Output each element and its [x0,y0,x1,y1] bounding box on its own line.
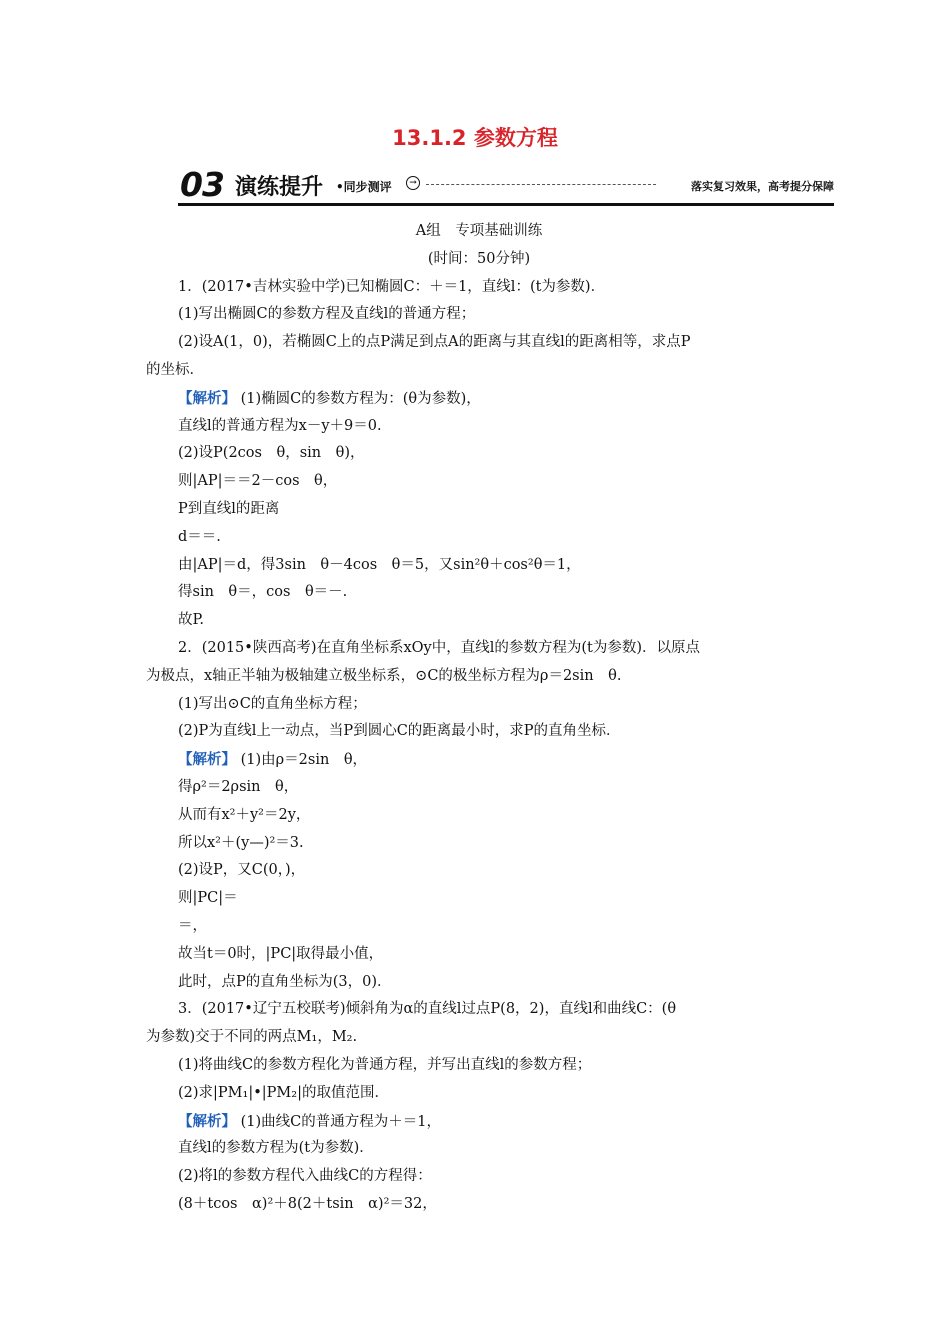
document-body [146,218,812,1219]
line-text: 1．(2017•吉林实验中学)已知椭圆C：＋＝1，直线l：(t为参数)． [178,278,606,295]
line-text: 则|PC|＝ [178,890,238,907]
line-text: 得ρ²＝2ρsin θ， [178,778,299,795]
line-text: 为参数)交于不同的两点M₁，M₂. [146,1029,358,1046]
line-text: 的坐标． [146,361,204,378]
text-line [146,607,812,635]
line-text: (1)写出椭圆C的参数方程及直线l的普通方程； [178,306,476,323]
text-line [146,1163,812,1191]
text-line [146,274,812,302]
text-line [146,301,812,329]
text-line [146,552,812,580]
line-text: 故当t＝0时，|PC|取得最小值， [178,945,384,962]
text-line [146,524,812,552]
line-text: (1)写出⊙C的直角坐标方程； [178,695,367,712]
text-line [146,1135,812,1163]
text-line [146,691,812,719]
text-line [146,1191,812,1219]
text-line [146,579,812,607]
text-line [146,496,812,524]
text-line [146,802,812,830]
line-text: 则|AP|＝＝2－cos θ， [178,473,338,490]
text-line [146,885,812,913]
text-line [146,663,812,691]
line-text: ＝， [178,917,207,934]
line-text: 3．(2017•辽宁五校联考)倾斜角为α的直线l过点P(8，2)，直线l和曲线C：(θ [178,1001,677,1018]
line-text: 从而有x²＋y²＝2y， [178,806,311,823]
line-text: (8＋tcos α)²＋8(2＋tsin α)²＝32， [178,1195,437,1212]
section-banner [178,165,834,206]
text-line [146,246,812,274]
text-line [146,635,812,663]
line-text: (2)设A(1，0)，若椭圆C上的点P满足到点A的距离与其直线l的距离相等，求点P [178,334,691,351]
line-text: 直线l的参数方程为(t为参数)． [178,1140,374,1157]
line-text: 故P. [178,612,204,629]
line-text: (时间：50分钟) [427,250,531,267]
line-text: (1)椭圆C的参数方程为：(θ为参数)， [236,390,481,407]
line-text: 此时，点P的直角坐标为(3，0)． [178,973,392,990]
line-text: P到直线l的距离 [178,500,280,517]
line-text: 直线l的普通方程为x－y＋9＝0. [178,417,382,434]
text-line [146,357,812,385]
line-text: 为极点，x轴正半轴为极轴建立极坐标系，⊙C的极坐标方程为ρ＝2sin θ. [146,667,622,684]
line-text: (1)将曲线C的参数方程化为普通方程，并写出直线l的参数方程； [178,1056,592,1073]
solution-line [146,385,812,413]
line-text: 2．(2015•陕西高考)在直角坐标系xOy中，直线l的参数方程为(t为参数)．以原点 [178,639,701,656]
solution-tag: 【解析】 [178,1112,236,1130]
line-text: 所以x²＋(y—)²＝3. [178,834,304,851]
text-line [146,857,812,885]
line-text: 得sin θ＝，cos θ＝－. [178,584,348,601]
solution-line [146,746,812,774]
line-text: (2)求|PM₁|•|PM₂|的取值范围． [178,1084,389,1101]
banner-main-label: 演练提升 [235,175,324,200]
text-line [146,440,812,468]
text-line [146,413,812,441]
solution-line [146,1108,812,1136]
text-line [146,830,812,858]
line-text: (2)设P(2cos θ，sin θ)， [178,445,365,462]
text-line [146,969,812,997]
text-line [146,468,812,496]
banner-slogan: 落实复习效果，高考提分保障 [691,180,834,193]
banner-rule [178,203,834,206]
line-text: (2)P为直线l上一动点，当P到圆心C的距离最小时，求P的直角坐标． [178,723,621,740]
banner-dashed-line [426,184,656,185]
text-line [146,718,812,746]
arrow-right-icon: → [406,176,420,190]
text-line [146,329,812,357]
banner-sub-label: •同步测评 [336,180,392,194]
line-text: d＝＝. [178,528,221,545]
text-line [146,1080,812,1108]
text-line [146,774,812,802]
text-line [146,996,812,1024]
banner-number: 03 [180,165,224,204]
line-text: (1)曲线C的普通方程为＋＝1， [236,1113,441,1130]
solution-tag: 【解析】 [178,389,236,407]
text-line [146,941,812,969]
line-text: (1)由ρ＝2sin θ， [236,752,368,769]
line-text: A组 专项基础训练 [415,223,543,239]
page-title: 13.1.2 参数方程 [392,126,558,150]
text-line [146,218,812,246]
text-line [146,1052,812,1080]
solution-tag: 【解析】 [178,751,236,769]
line-text: 由|AP|＝d，得3sin θ－4cos θ＝5，又sin²θ＋cos²θ＝1， [178,556,581,573]
text-line [146,1024,812,1052]
line-text: (2)设P，又C(0，)， [178,862,306,879]
line-text: (2)将l的参数方程代入曲线C的方程得： [178,1168,432,1185]
text-line [146,913,812,941]
